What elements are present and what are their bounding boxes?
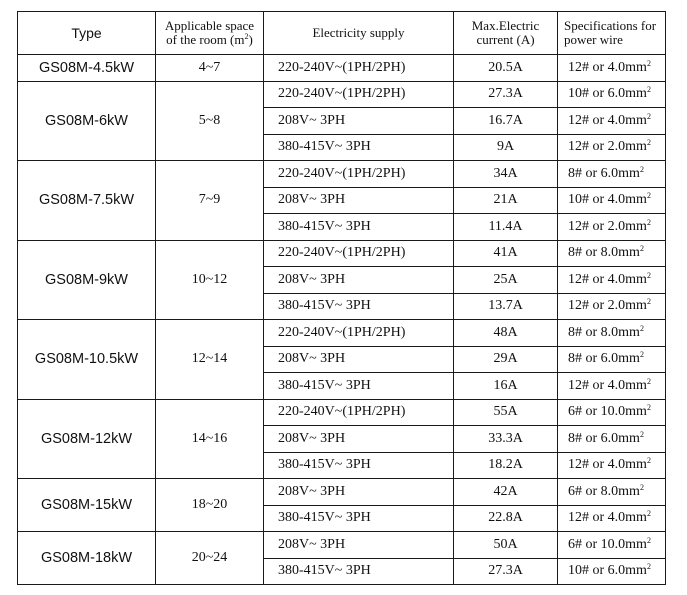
wire-spec-cell: 12# or $2.0mm^2$	[558, 134, 666, 161]
wire-spec-cell: 12# or $4.0mm^2$	[558, 267, 666, 294]
table-row	[18, 81, 666, 108]
space-cell: 4~7	[156, 55, 264, 82]
current-cell: 41A	[454, 240, 558, 267]
current-cell: 22.8A	[454, 505, 558, 532]
spec-table	[17, 11, 666, 585]
wire-spec-cell: 12# or $2.0mm^2$	[558, 214, 666, 241]
space-cell: 18~20	[156, 479, 264, 532]
space-cell: 12~14	[156, 320, 264, 400]
supply-cell: 380-415V~ 3PH	[264, 558, 454, 585]
supply-cell: 220-240V~(1PH/2PH)	[264, 161, 454, 188]
wire-spec-cell: 10# or $4.0mm^2$	[558, 187, 666, 214]
current-cell: 20.5A	[454, 55, 558, 82]
supply-cell: 220-240V~(1PH/2PH)	[264, 320, 454, 347]
model-cell: GS08M-9kW	[18, 240, 156, 320]
wire-spec-cell: 8# or $6.0mm^2$	[558, 346, 666, 373]
header-type: Type	[18, 12, 156, 55]
wire-spec-cell: 12# or $4.0mm^2$	[558, 55, 666, 82]
current-cell: 9A	[454, 134, 558, 161]
header-current: Max.Electric current (A)	[454, 12, 558, 55]
current-cell: 16.7A	[454, 108, 558, 135]
space-cell: 20~24	[156, 532, 264, 585]
wire-spec-cell: 6# or $10.0mm^2$	[558, 532, 666, 559]
space-cell: 5~8	[156, 81, 264, 161]
supply-cell: 220-240V~(1PH/2PH)	[264, 240, 454, 267]
current-cell: 16A	[454, 373, 558, 400]
current-cell: 21A	[454, 187, 558, 214]
model-cell: GS08M-6kW	[18, 81, 156, 161]
table-row	[18, 240, 666, 267]
current-cell: 11.4A	[454, 214, 558, 241]
supply-cell: 380-415V~ 3PH	[264, 373, 454, 400]
table-row	[18, 532, 666, 559]
space-cell: 7~9	[156, 161, 264, 241]
wire-spec-cell: 10# or $6.0mm^2$	[558, 81, 666, 108]
wire-spec-cell: 8# or $8.0mm^2$	[558, 320, 666, 347]
table-row	[18, 55, 666, 82]
supply-cell: 208V~ 3PH	[264, 532, 454, 559]
space-cell: 14~16	[156, 399, 264, 479]
current-cell: 33.3A	[454, 426, 558, 453]
space-cell: 10~12	[156, 240, 264, 320]
supply-cell: 220-240V~(1PH/2PH)	[264, 55, 454, 82]
table-row	[18, 320, 666, 347]
current-cell: 55A	[454, 399, 558, 426]
current-cell: 42A	[454, 479, 558, 506]
supply-cell: 380-415V~ 3PH	[264, 505, 454, 532]
wire-spec-cell: 12# or $4.0mm^2$	[558, 452, 666, 479]
model-cell: GS08M-18kW	[18, 532, 156, 585]
wire-spec-cell: 6# or $10.0mm^2$	[558, 399, 666, 426]
current-cell: 25A	[454, 267, 558, 294]
table-body	[18, 55, 666, 585]
current-cell: 27.3A	[454, 558, 558, 585]
wire-spec-cell: 8# or $6.0mm^2$	[558, 426, 666, 453]
table-row	[18, 161, 666, 188]
table-header	[18, 12, 666, 55]
wire-spec-cell: 10# or $6.0mm^2$	[558, 558, 666, 585]
wire-spec-cell: 12# or $4.0mm^2$	[558, 108, 666, 135]
wire-spec-cell: 12# or $4.0mm^2$	[558, 505, 666, 532]
supply-cell: 208V~ 3PH	[264, 108, 454, 135]
supply-cell: 220-240V~(1PH/2PH)	[264, 81, 454, 108]
wire-spec-cell: 12# or $4.0mm^2$	[558, 373, 666, 400]
current-cell: 27.3A	[454, 81, 558, 108]
current-cell: 34A	[454, 161, 558, 188]
header-supply: Electricity supply	[264, 12, 454, 55]
current-cell: 48A	[454, 320, 558, 347]
supply-cell: 380-415V~ 3PH	[264, 134, 454, 161]
current-cell: 18.2A	[454, 452, 558, 479]
supply-cell: 220-240V~(1PH/2PH)	[264, 399, 454, 426]
table-row	[18, 479, 666, 506]
supply-cell: 380-415V~ 3PH	[264, 293, 454, 320]
header-wire: Specifications for power wire	[558, 12, 666, 55]
model-cell: GS08M-10.5kW	[18, 320, 156, 400]
supply-cell: 380-415V~ 3PH	[264, 452, 454, 479]
header-space: Applicable space of the room $(m^2)$	[156, 12, 264, 55]
table-row	[18, 399, 666, 426]
supply-cell: 208V~ 3PH	[264, 267, 454, 294]
wire-spec-cell: 6# or $8.0mm^2$	[558, 479, 666, 506]
model-cell: GS08M-15kW	[18, 479, 156, 532]
supply-cell: 208V~ 3PH	[264, 426, 454, 453]
supply-cell: 208V~ 3PH	[264, 346, 454, 373]
model-cell: GS08M-7.5kW	[18, 161, 156, 241]
wire-spec-cell: 12# or $2.0mm^2$	[558, 293, 666, 320]
model-cell: GS08M-12kW	[18, 399, 156, 479]
supply-cell: 208V~ 3PH	[264, 187, 454, 214]
wire-spec-cell: 8# or $6.0mm^2$	[558, 161, 666, 188]
model-cell: GS08M-4.5kW	[18, 55, 156, 82]
supply-cell: 208V~ 3PH	[264, 479, 454, 506]
current-cell: 29A	[454, 346, 558, 373]
supply-cell: 380-415V~ 3PH	[264, 214, 454, 241]
wire-spec-cell: 8# or $8.0mm^2$	[558, 240, 666, 267]
current-cell: 50A	[454, 532, 558, 559]
current-cell: 13.7A	[454, 293, 558, 320]
